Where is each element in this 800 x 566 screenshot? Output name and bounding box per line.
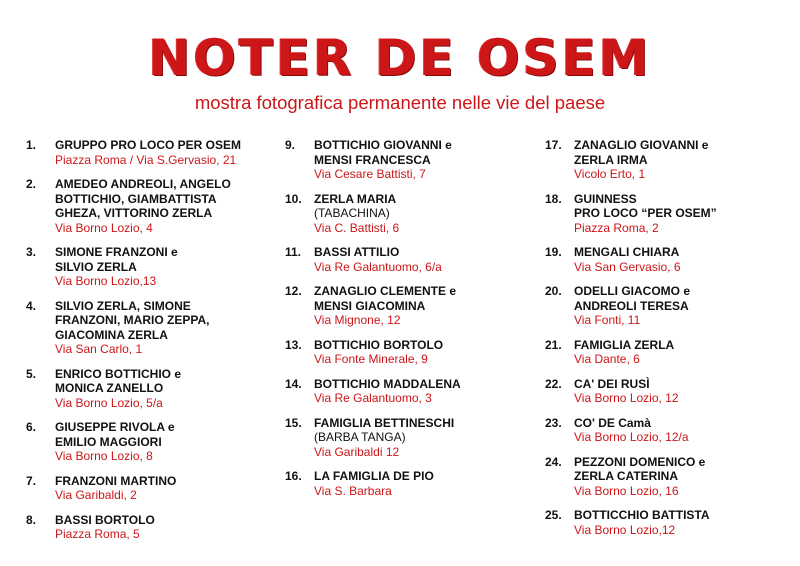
item-body [314,377,525,406]
item-body [574,455,785,499]
item-number: 14. [285,376,302,391]
item-body [314,284,525,328]
item-number: 3. [26,245,37,259]
item-name: LA FAMIGLIA DE PIO [314,469,434,483]
item-number: 20. [545,284,562,298]
list-item [545,192,785,236]
item-number: 25. [545,508,562,522]
item-body [574,245,785,274]
item-name: BOTTICHIO BORTOLO [314,337,444,352]
list-item [545,377,785,406]
item-address: Via Borno Lozio, 12/a [574,430,689,444]
item-address: Via Cesare Battisti, 7 [314,167,426,181]
item-body [314,138,525,182]
item-body [55,245,266,289]
item-body [314,192,525,236]
item-name: PEZZONI DOMENICO e ZERLA CATERINA [574,454,706,483]
list-item [26,245,266,289]
item-address: Via Mignone, 12 [314,313,401,327]
list-item [26,513,266,542]
item-number: 12. [285,284,302,298]
item-body [55,138,266,167]
item-name: ZANAGLIO CLEMENTE e MENSI GIACOMINA [314,284,457,313]
item-body [55,513,266,542]
item-address: Via Borno Lozio, 8 [55,449,153,463]
item-name: SIMONE FRANZONI e SILVIO ZERLA [55,245,178,274]
item-body [55,177,266,235]
item-number: 18. [545,191,562,206]
item-body [574,284,785,328]
item-body [574,192,785,236]
item-body [574,377,785,406]
item-address: Via Borno Lozio,13 [55,274,157,288]
item-number: 21. [545,337,562,352]
list-item [285,245,525,274]
item-number: 16. [285,469,302,483]
item-number: 4. [26,298,37,313]
item-name: FRANZONI MARTINO [55,473,177,488]
item-body [314,469,525,498]
item-nickname: (BARBA TANGA) [314,430,406,444]
item-address: Via Borno Lozio, 16 [574,483,679,498]
item-number: 23. [545,415,562,430]
item-nickname: (TABACHINA) [314,206,390,220]
item-number: 15. [285,415,302,430]
item-number: 6. [26,420,37,434]
item-address: Via Garibaldi 12 [314,444,400,459]
list-item [285,284,525,328]
item-name: ZERLA MARIA [314,191,397,206]
list-item [545,284,785,328]
item-number: 9. [285,138,296,152]
list-item [26,367,266,411]
item-address: Via Re Galantuomo, 6/a [314,259,442,274]
list-item [545,245,785,274]
item-number: 8. [26,512,37,527]
item-name: AMEDEO ANDREOLI, ANGELO BOTTICHIO, GIAMBATTISTA GHEZA, VITTORINO ZERLA [55,177,231,220]
item-body [314,416,525,460]
list-item [285,469,525,498]
item-number: 7. [26,473,37,488]
item-body [55,420,266,464]
item-name: BOTTICHIO GIOVANNI e MENSI FRANCESCA [314,138,452,167]
item-name: ODELLI GIACOMO e ANDREOLI TERESA [574,284,691,313]
item-address: Via Garibaldi, 2 [55,488,137,502]
item-name: CA' DEI RUSÌ [574,376,650,391]
item-name: FAMIGLIA BETTINESCHI [314,415,455,430]
item-name: CO' DE Camà [574,415,651,430]
item-address: Via Re Galantuomo, 3 [314,391,432,405]
item-name: FAMIGLIA ZERLA [574,337,675,352]
item-name: ZANAGLIO GIOVANNI e ZERLA IRMA [574,138,709,167]
item-address: Via San Gervasio, 6 [574,259,681,274]
item-address: Piazza Roma / Via S.Gervasio, 21 [55,152,237,167]
item-number: 11. [285,245,302,259]
item-body [314,338,525,367]
item-name: MENGALI CHIARA [574,245,680,259]
item-body [574,138,785,182]
list-item [285,138,525,182]
list-item [545,416,785,445]
item-number: 17. [545,138,562,152]
item-number: 24. [545,454,562,469]
page-subtitle: mostra fotografica permanente nelle vie del paese [194,92,606,113]
item-number: 1. [26,138,37,152]
item-name: ENRICO BOTTICHIO e MONICA ZANELLO [55,366,182,395]
item-name: SILVIO ZERLA, SIMONE FRANZONI, MARIO ZEPPA, GIACOMINA ZERLA [55,298,210,342]
item-number: 5. [26,366,37,381]
column-3 [545,138,785,547]
item-number: 22. [545,376,562,391]
item-address: Piazza Roma, 2 [574,220,659,235]
item-address: Via Dante, 6 [574,352,640,366]
item-address: Via Fonti, 11 [574,313,641,327]
item-address: Via Fonte Minerale, 9 [314,352,428,366]
item-address: Via San Carlo, 1 [55,342,143,356]
item-number: 19. [545,245,562,259]
list-item [26,138,266,167]
item-body [314,245,525,274]
list-item [545,138,785,182]
item-number: 2. [26,177,37,191]
item-body [55,367,266,411]
item-name: BOTTICHIO MADDALENA [314,376,461,391]
item-name: BOTTICCHIO BATTISTA [574,508,710,522]
item-body [55,474,266,503]
list-item [285,416,525,460]
item-address: Via Borno Lozio, 4 [55,220,153,235]
column-1 [26,138,266,552]
item-address: Vicolo Erto, 1 [574,167,646,181]
list-item [26,299,266,357]
list-item [545,455,785,499]
item-name: GUINNESS PRO LOCO “PER OSEM” [574,191,717,220]
item-body [574,508,785,537]
item-body [574,416,785,445]
item-name: GIUSEPPE RIVOLA e EMILIO MAGGIORI [55,420,175,449]
item-body [574,338,785,367]
list-item [545,508,785,537]
list-item [26,474,266,503]
list-item [285,377,525,406]
item-body [55,299,266,357]
list-item [285,192,525,236]
item-name: BASSI ATTILIO [314,245,400,259]
item-address: Via Borno Lozio, 12 [574,391,679,405]
item-address: Via S. Barbara [314,483,392,498]
list-item [545,338,785,367]
item-address: Via Borno Lozio, 5/a [55,395,163,410]
list-item [26,177,266,235]
item-number: 10. [285,191,302,206]
item-name: GRUPPO PRO LOCO PER OSEM [55,138,242,152]
list-item [26,420,266,464]
column-2 [285,138,525,508]
item-address: Via C. Battisti, 6 [314,220,400,235]
item-number: 13. [285,337,302,352]
item-name: BASSI BORTOLO [55,512,155,527]
page-title: NOTER DE OSEM [148,29,652,87]
item-address: Via Borno Lozio,12 [574,522,676,537]
item-address: Piazza Roma, 5 [55,527,140,541]
list-item [285,338,525,367]
